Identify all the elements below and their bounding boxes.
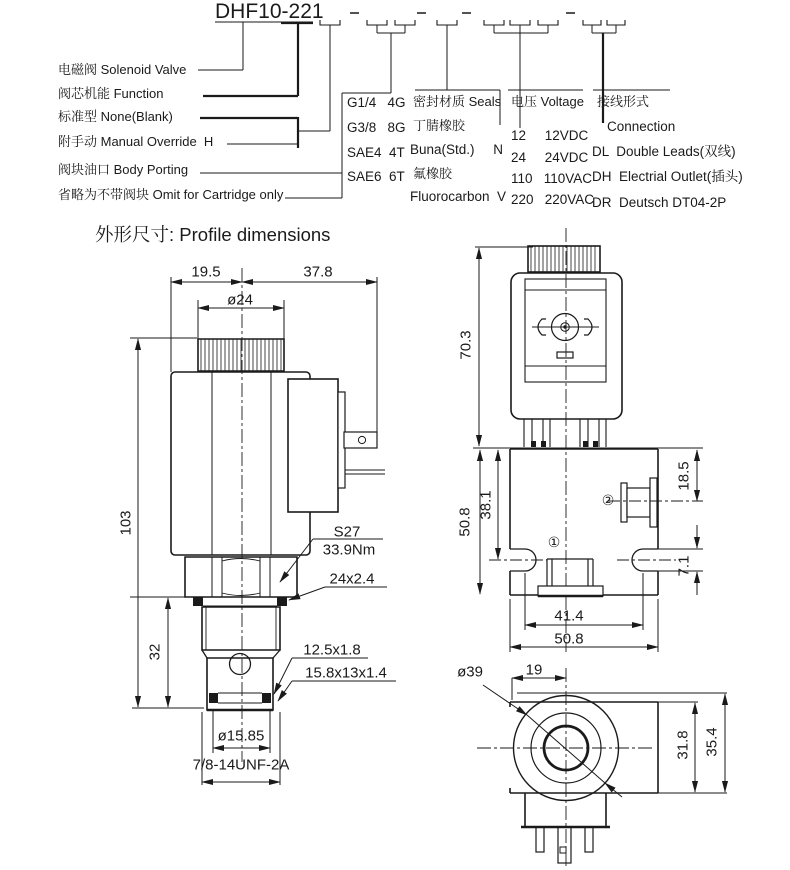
cartridge-valve-side-view: [171, 268, 385, 762]
voltage-option-12: 12 12VDC: [511, 128, 589, 143]
label-omit-cartridge: 省略为不带阀块 Omit for Cartridge only: [58, 187, 284, 202]
label-manual-override: 附手动 Manual Override H: [58, 134, 214, 149]
dim-slot-height: 7.1: [675, 555, 693, 577]
dim-coil-height2: 35.4: [703, 727, 721, 757]
dim-torque: 33.9Nm: [322, 541, 376, 559]
voltage-option-110: 110 110VAC: [511, 171, 593, 186]
dim-body-width: 50.8: [554, 630, 584, 648]
port2-label: ②: [601, 492, 615, 508]
label-body-porting: 阀块油口 Body Porting: [58, 162, 189, 177]
dim-hex-size: S27: [333, 523, 361, 541]
dim-coil-left-width: 19.5: [191, 263, 221, 281]
dim-coil-height1: 31.8: [674, 730, 692, 760]
porting-option-g14: G1/4 4G: [347, 95, 406, 110]
dim-total-height: 103: [117, 510, 135, 536]
profile-title: 外形尺寸: Profile dimensions: [95, 224, 331, 245]
model-code: DHF10-221: [215, 0, 324, 23]
porting-option-sae4: SAE4 4T: [347, 145, 405, 160]
dim-nose-diameter: ø15.85: [217, 727, 265, 745]
seal-fluoro-zh: 氟橡胶: [413, 166, 453, 181]
dim-hole-spacing: 41.4: [554, 607, 584, 625]
connection-option-dr: DR Deutsch DT04-2P: [592, 195, 727, 210]
dim-solenoid-height: 70.3: [457, 330, 475, 360]
voltage-option-220: 220 220VAC: [511, 192, 595, 207]
connection-header-en: Connection: [607, 119, 676, 134]
dim-oring-nose: 12.5x1.8: [303, 641, 361, 659]
dim-coil-diameter: ø39: [457, 663, 483, 681]
voltage-option-24: 24 24VDC: [511, 150, 589, 165]
seal-buna-en: Buna(Std.) N: [410, 142, 504, 157]
dim-port-side-height: 38.1: [477, 490, 495, 520]
dim-thread-spec: 7/8-14UNF-2A: [192, 756, 290, 774]
port1-label: ①: [547, 534, 561, 550]
dim-coil-offset: 19: [525, 661, 543, 679]
connection-header-zh: 接线形式: [597, 94, 650, 109]
seal-fluoro-en: Fluorocarbon V: [410, 189, 507, 204]
dim-coil-right-width: 37.8: [303, 263, 333, 281]
label-function: 阀芯机能 Function: [58, 86, 164, 101]
valve-body-side-view: [477, 449, 703, 652]
seals-header: 密封材质 Seals: [413, 94, 502, 109]
voltage-header: 电压 Voltage: [511, 94, 584, 109]
porting-option-g38: G3/8 8G: [347, 120, 406, 135]
dim-oring-top: 24x2.4: [329, 570, 375, 588]
coil-end-view: [477, 668, 727, 866]
label-standard-none: 标准型 None(Blank): [58, 109, 173, 124]
din-connector: [288, 379, 338, 512]
label-solenoid-valve: 电磁阀 Solenoid Valve: [58, 62, 187, 77]
dim-thread-height: 32: [146, 643, 164, 661]
porting-option-sae6: SAE6 6T: [347, 169, 405, 184]
dim-body-height: 50.8: [456, 507, 474, 537]
dim-port2-height: 18.5: [675, 461, 693, 491]
dim-tube-diameter: ø24: [227, 291, 253, 309]
connection-option-dh: DH Electrial Outlet(插头): [592, 169, 743, 184]
connection-option-dl: DL Double Leads(双线): [592, 144, 736, 159]
dim-backup-ring: 15.8x13x1.4: [305, 664, 387, 682]
seal-buna-zh: 丁腈橡胶: [413, 118, 466, 133]
